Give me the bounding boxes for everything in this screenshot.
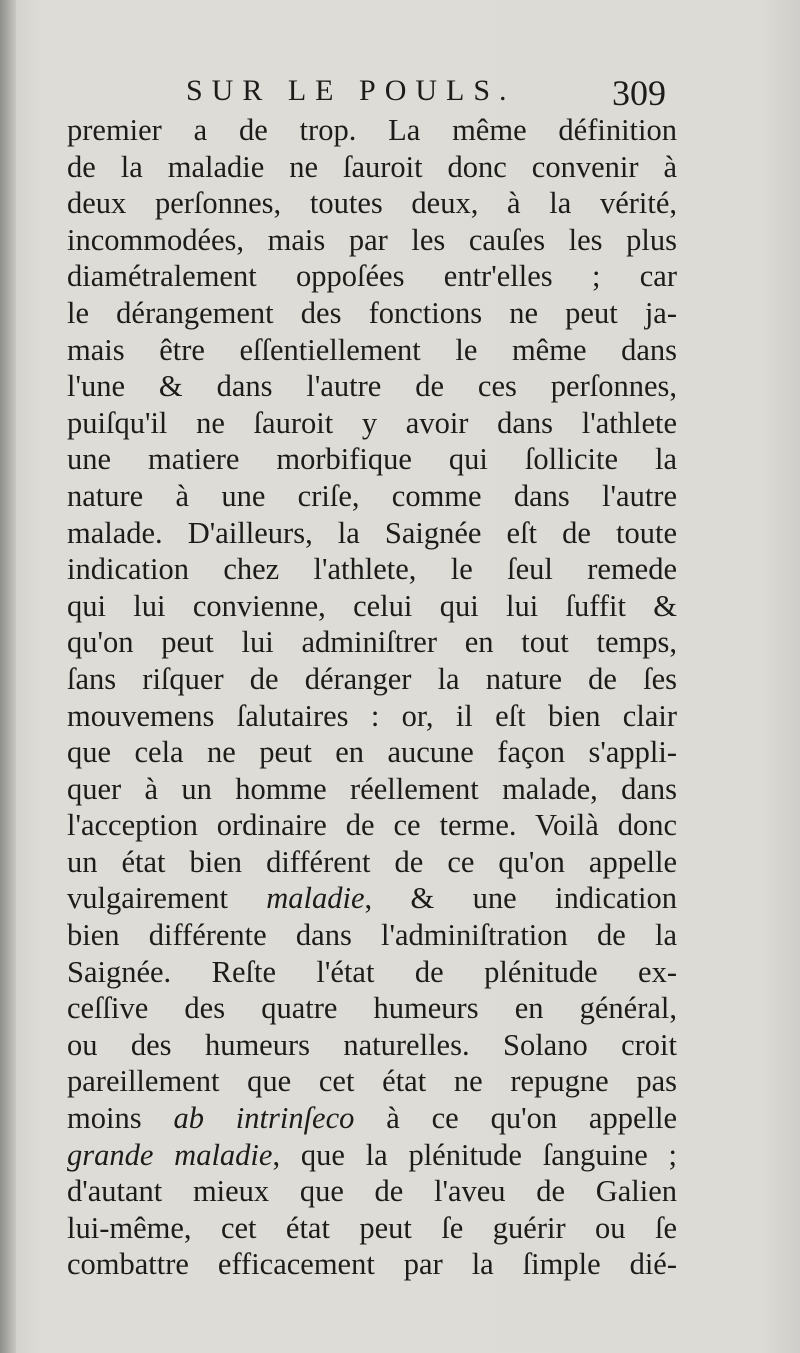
text-line-mixed: [67, 880, 677, 917]
text-line: l'acception ordinaire de ce terme. Voilà donc: [67, 808, 677, 843]
text-line: le dérangement des fonctions ne peut ja-: [67, 295, 677, 330]
text-line: puiſqu'il ne ſauroit y avoir dans l'athlete: [67, 405, 677, 440]
text-line: pareillement que cet état ne repugne pas: [67, 1064, 677, 1099]
text-line: incommodées, mais par les cauſes les plus: [67, 222, 677, 257]
text-segment: vulgairement: [67, 881, 267, 916]
text-line: nature à une criſe, comme dans l'autre: [67, 478, 677, 513]
text-line: l'une & dans l'autre de ces perſonnes,: [67, 369, 677, 404]
text-line: premier a de trop. La même définition: [67, 113, 677, 147]
page-number: 309: [612, 73, 666, 113]
text-line: ſans riſquer de déranger la nature de ſes: [67, 661, 677, 696]
text-line: ou des humeurs naturelles. Solano croit: [67, 1027, 677, 1062]
text-line-mixed: [67, 1137, 677, 1174]
italic-term: grande maladie: [67, 1137, 273, 1172]
text-line: qu'on peut lui adminiſtrer en tout temps,: [67, 625, 677, 660]
text-line: un état bien différent de ce qu'on appelle: [67, 844, 677, 879]
text-segment: , & une indication: [364, 881, 677, 916]
text-line: lui-même, cet état peut ſe guérir ou ſe: [67, 1210, 677, 1245]
text-line: diamétralement oppoſées entr'elles ; car: [67, 259, 677, 294]
text-line: que cela ne peut en aucune façon s'appli-: [67, 735, 677, 770]
text-segment: moins: [67, 1101, 174, 1136]
running-title: SUR LE POULS.: [186, 74, 516, 107]
italic-term: maladie: [266, 881, 365, 916]
text-segment: , que la plénitude ſanguine ;: [272, 1137, 677, 1172]
text-line: qui lui convienne, celui qui lui ſuffit &: [67, 588, 677, 623]
text-line: de la maladie ne ſauroit donc convenir à: [67, 149, 677, 184]
text-line: combattre efficacement par la ſimple dié-: [67, 1247, 677, 1282]
text-line: Saignée. Reſte l'état de plénitude ex-: [67, 954, 677, 989]
text-line: une matiere morbifique qui ſollicite la: [67, 442, 677, 477]
text-line: bien différente dans l'adminiſtration de la: [67, 918, 677, 953]
text-segment: à ce qu'on appelle: [354, 1101, 677, 1136]
text-line: deux perſonnes, toutes deux, à la vérité,: [67, 186, 677, 221]
text-line: indication chez l'athlete, le ſeul remede: [67, 552, 677, 587]
text-line: mais être eſſentiellement le même dans: [67, 332, 677, 367]
text-line: malade. D'ailleurs, la Saignée eſt de toute: [67, 515, 677, 550]
page-header: [0, 72, 800, 112]
text-line: d'autant mieux que de l'aveu de Galien: [67, 1174, 677, 1209]
text-line-mixed: [67, 1100, 677, 1137]
text-line: mouvemens ſalutaires : or, il eſt bien clair: [67, 698, 677, 733]
body-text: [67, 112, 677, 1283]
binding-gutter: [0, 0, 16, 1353]
text-line: ceſſive des quatre humeurs en général,: [67, 991, 677, 1026]
text-line: quer à un homme réellement malade, dans: [67, 771, 677, 806]
italic-term: ab intrinſeco: [173, 1101, 355, 1136]
